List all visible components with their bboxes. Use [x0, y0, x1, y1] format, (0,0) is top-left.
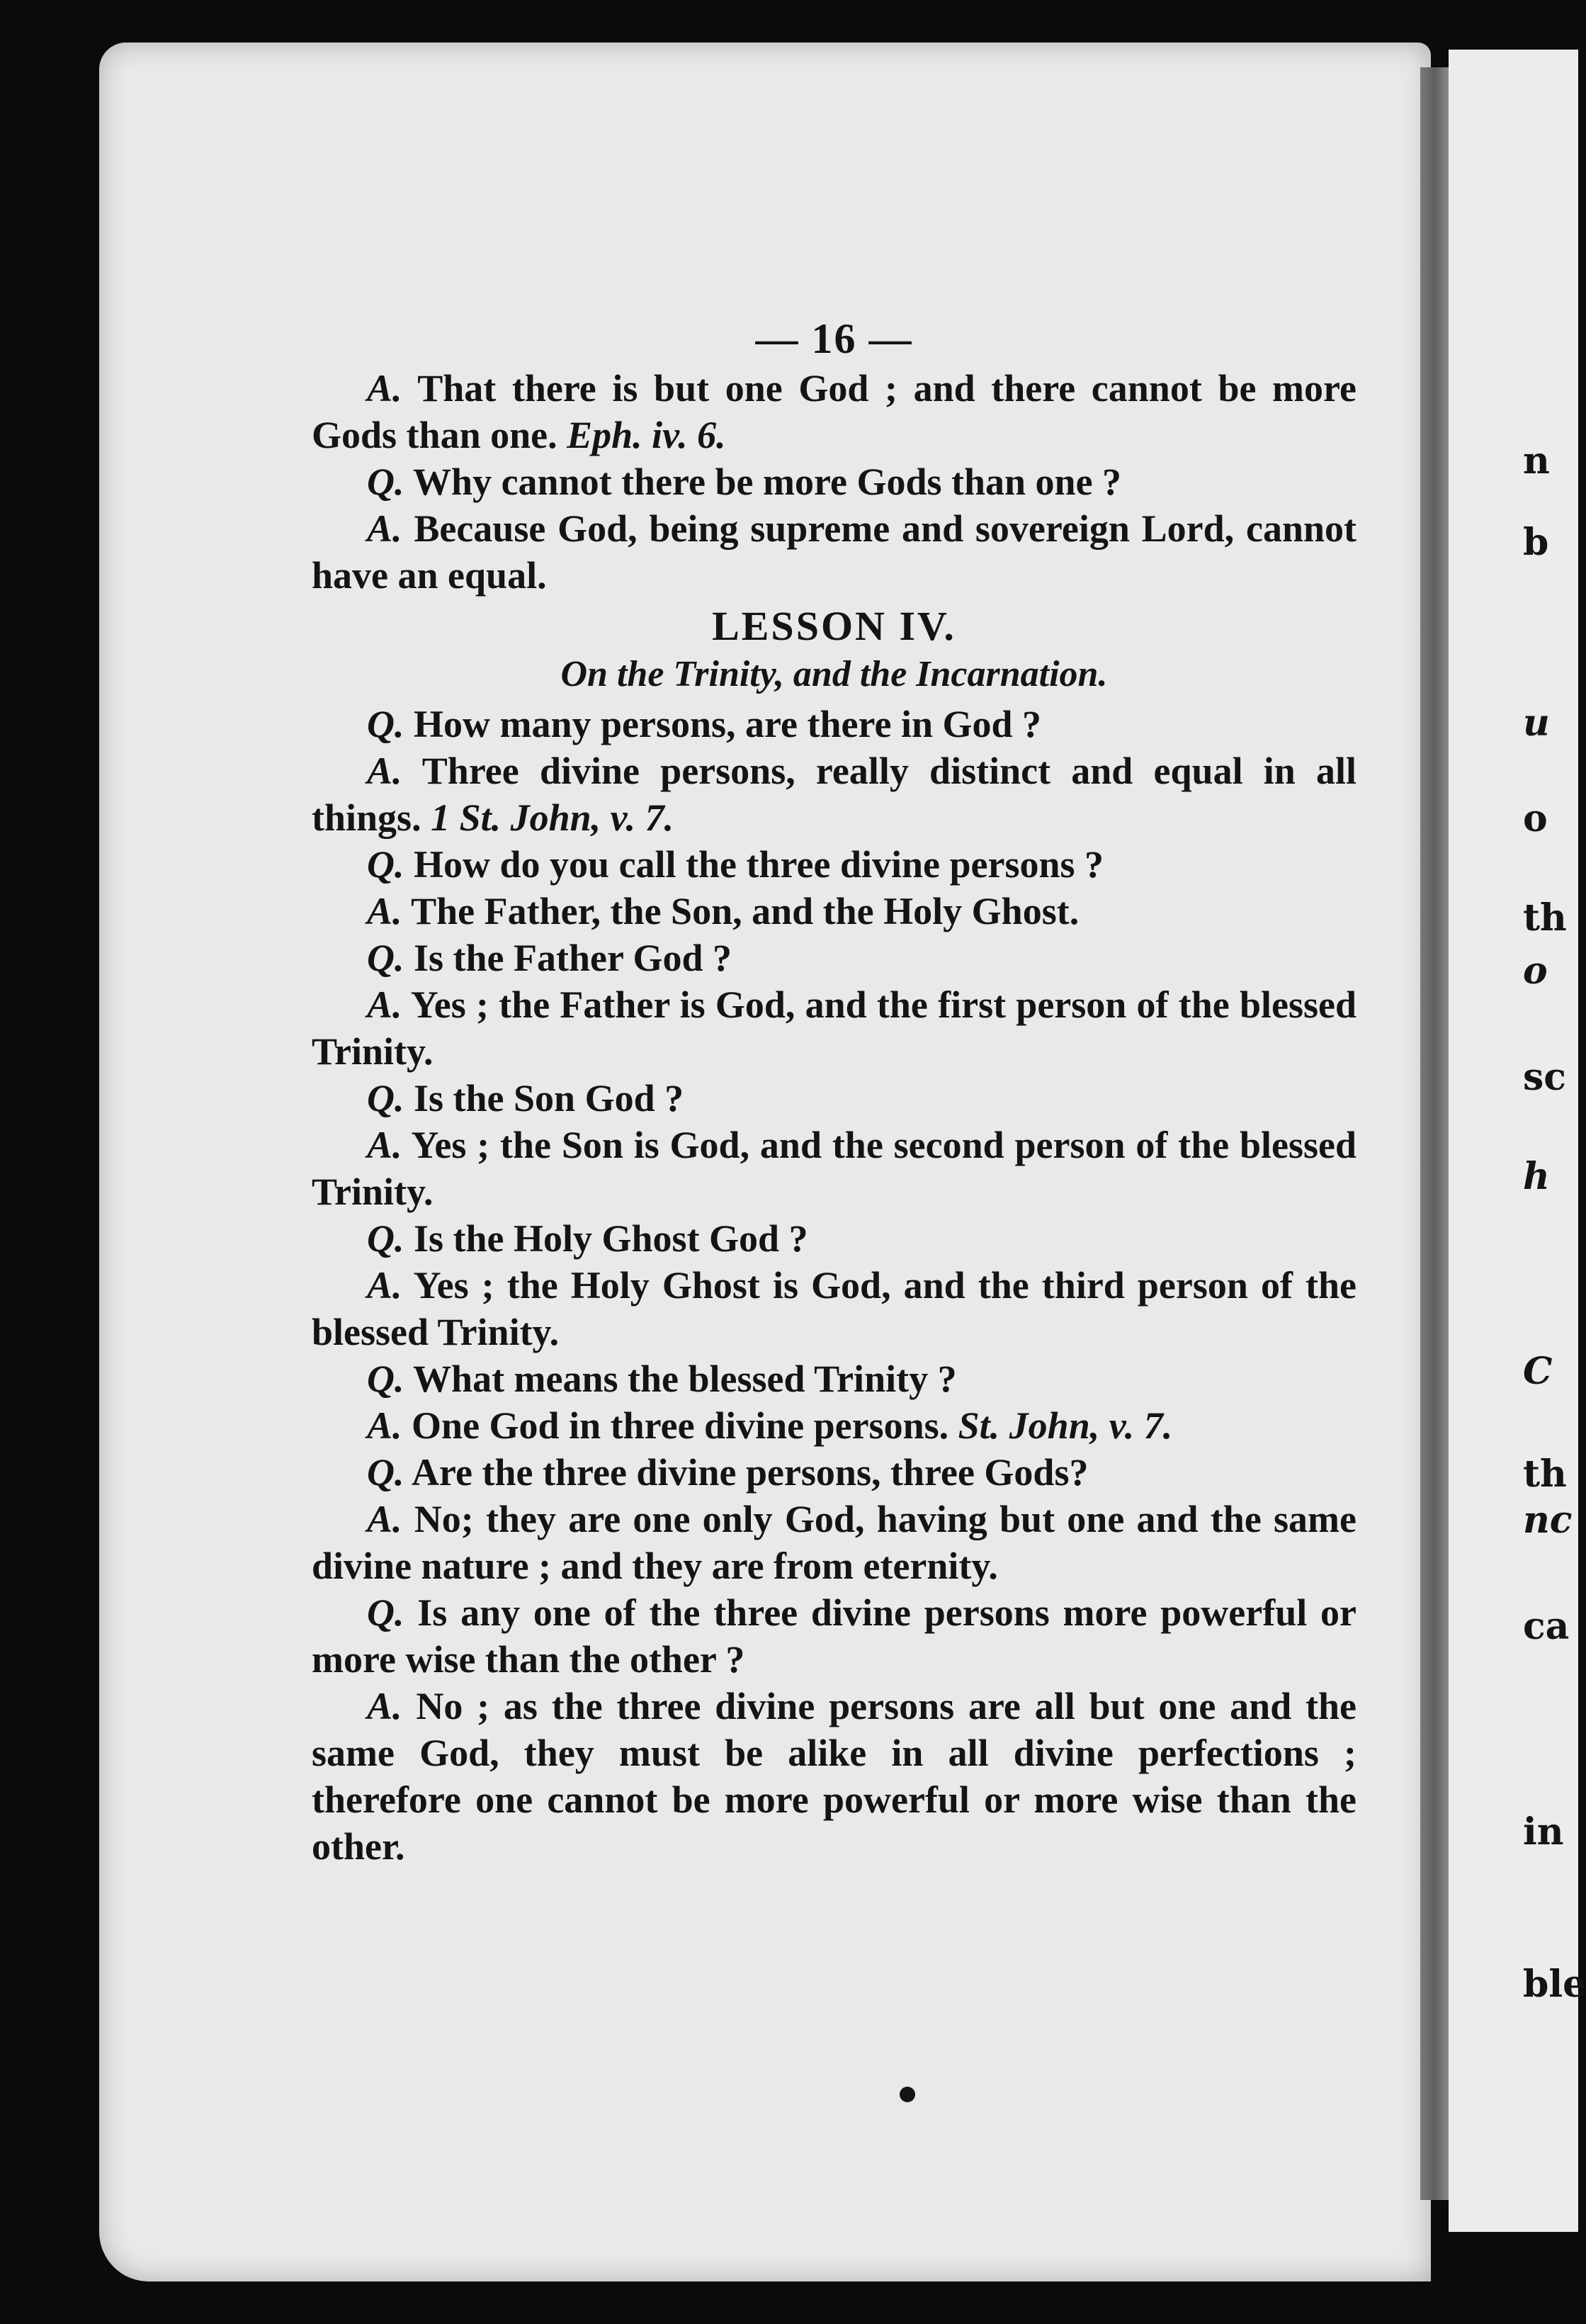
question-marker: Q. [367, 843, 404, 886]
right-page-fragment: ble [1523, 1963, 1586, 2006]
paragraph-text: That there is but one God ; and there cannot be more Gods than one. [312, 367, 1356, 456]
question-marker: Q. [367, 1217, 404, 1260]
book-gutter [1420, 67, 1449, 2200]
question-paragraph [312, 935, 1356, 981]
paragraph-text: What means the blessed Trinity ? [413, 1358, 957, 1400]
paragraph-text: Yes ; the Holy Ghost is God, and the third person of the blessed Trinity. [312, 1264, 1357, 1353]
question-paragraph [312, 841, 1356, 888]
right-page [1449, 50, 1578, 2232]
question-paragraph [312, 1589, 1356, 1683]
paragraph-text: Yes ; the Son is God, and the second person of the blessed Trinity. [312, 1124, 1356, 1213]
answer-paragraph [312, 1262, 1356, 1355]
answer-paragraph [312, 1496, 1356, 1589]
right-page-fragment: nc [1523, 1499, 1573, 1542]
answer-paragraph [312, 1122, 1356, 1215]
paragraph-text: Yes ; the Father is God, and the first person of the blessed Trinity. [312, 983, 1357, 1073]
answer-paragraph [312, 748, 1356, 841]
page-text [312, 315, 1356, 1870]
right-page-fragment: in [1523, 1810, 1564, 1854]
right-page-fragment: b [1523, 521, 1549, 564]
answer-marker: A. [367, 890, 402, 932]
lesson-subtitle: On the Trinity, and the Incarnation. [560, 654, 1108, 694]
right-page-fragment: th [1523, 1452, 1567, 1496]
paragraph-text: Is any one of the three divine persons more powerful or more wise than the other ? [312, 1591, 1356, 1681]
question-paragraph [312, 1215, 1356, 1262]
question-paragraph [312, 701, 1356, 748]
right-page-fragment: o [1523, 949, 1548, 993]
answer-marker: A. [367, 1498, 402, 1540]
paragraph-text: The Father, the Son, and the Holy Ghost. [411, 890, 1080, 932]
right-page-fragment: u [1523, 701, 1550, 745]
answer-marker: A. [367, 1404, 402, 1447]
paragraph-text: How many persons, are there in God ? [414, 703, 1042, 745]
question-paragraph [312, 458, 1356, 505]
paragraph-text: Why cannot there be more Gods than one ? [413, 461, 1122, 503]
right-page-fragment: ca [1523, 1605, 1570, 1648]
scripture-reference: St. John, v. 7. [958, 1404, 1173, 1447]
right-page-fragment: sc [1523, 1056, 1566, 1099]
answer-marker: A. [367, 1685, 402, 1727]
right-page-fragment: th [1523, 896, 1567, 940]
answer-paragraph [312, 365, 1356, 458]
paragraph-text: Is the Son God ? [414, 1077, 684, 1119]
question-marker: Q. [367, 1451, 404, 1494]
answer-marker: A. [367, 507, 402, 550]
right-page-fragment: h [1523, 1155, 1550, 1198]
answer-marker: A. [367, 367, 402, 410]
answer-marker: A. [367, 983, 402, 1026]
question-paragraph [312, 1449, 1356, 1496]
answer-paragraph [312, 1402, 1356, 1449]
question-marker: Q. [367, 703, 404, 745]
right-page-fragment: n [1523, 439, 1550, 483]
paragraph-text: Is the Holy Ghost God ? [414, 1217, 808, 1260]
answer-marker: A. [367, 1124, 402, 1166]
paragraph-text: No ; as the three divine persons are all but one and the same God, they must be alike in all divine perfections ; therefore one cannot be more powerful or more wise than the other. [312, 1685, 1357, 1868]
paragraph-text: No; they are one only God, having but one and the same divine nature ; and they are from eternity. [312, 1498, 1357, 1587]
scripture-reference: Eph. iv. 6. [567, 414, 726, 456]
paragraph-text: Because God, being supreme and sovereign Lord, cannot have an equal. [312, 507, 1356, 597]
answer-paragraph [312, 888, 1356, 935]
answer-marker: A. [367, 1264, 402, 1307]
question-marker: Q. [367, 937, 404, 979]
answer-paragraph [312, 1683, 1356, 1870]
right-page-fragment: o [1523, 797, 1548, 840]
question-paragraph [312, 1075, 1356, 1122]
page-number: — 16 — [755, 315, 913, 362]
answer-marker: A. [367, 750, 402, 792]
question-marker: Q. [367, 1358, 404, 1400]
paragraph-text: Is the Father God ? [414, 937, 732, 979]
question-marker: Q. [367, 1077, 404, 1119]
right-page-fragment: C [1523, 1350, 1553, 1393]
ink-dot [900, 2087, 915, 2102]
paragraph-text: How do you call the three divine persons ? [414, 843, 1104, 886]
paragraph-text: One God in three divine persons. [412, 1404, 949, 1447]
question-paragraph [312, 1355, 1356, 1402]
question-marker: Q. [367, 461, 404, 503]
paragraph-text: Are the three divine persons, three Gods? [412, 1451, 1089, 1494]
answer-paragraph [312, 505, 1356, 599]
paragraph-text: Three divine persons, really distinct and equal in all things. [312, 750, 1357, 839]
question-marker: Q. [367, 1591, 404, 1634]
lesson-title: LESSON IV. [712, 603, 956, 649]
scripture-reference: 1 St. John, v. 7. [431, 796, 674, 839]
answer-paragraph [312, 981, 1356, 1075]
